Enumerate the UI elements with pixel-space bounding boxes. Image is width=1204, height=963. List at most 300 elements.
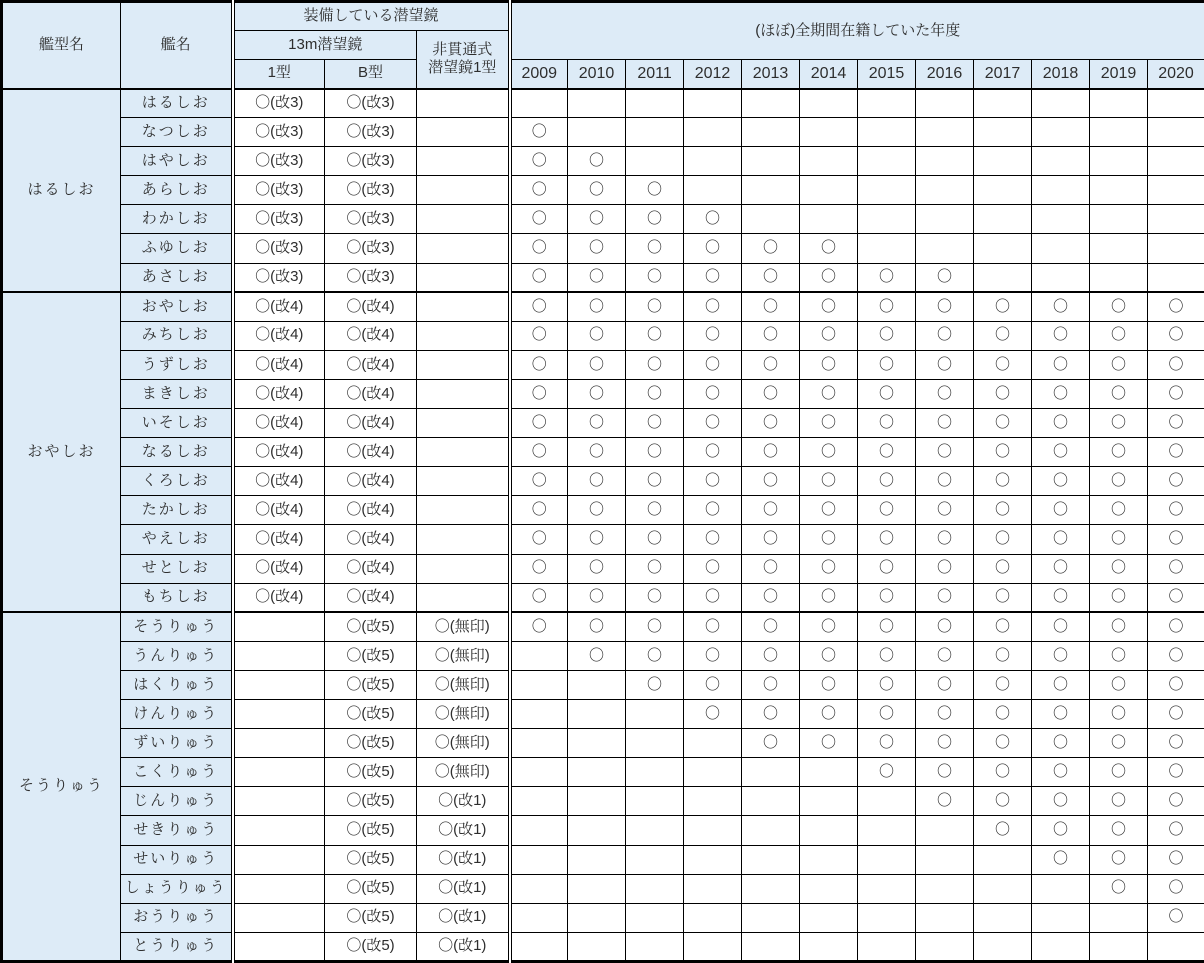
year-mark-cell: 〇 <box>1090 816 1148 845</box>
year-mark-cell: 〇 <box>974 554 1032 583</box>
year-mark-cell <box>1148 89 1204 118</box>
ship-row <box>2 438 1204 467</box>
year-mark-cell <box>1148 234 1204 263</box>
year-mark-cell: 〇 <box>1148 409 1204 438</box>
nonpenetrating-periscope-cell <box>417 438 510 467</box>
year-mark-cell: 〇 <box>626 234 684 263</box>
year-mark-cell: 〇 <box>1032 496 1090 525</box>
year-mark-cell: 〇 <box>684 263 742 292</box>
year-mark-cell: 〇 <box>1090 758 1148 787</box>
periscope-13m-typeB-cell: 〇(改4) <box>325 467 417 496</box>
year-mark-cell <box>916 816 974 845</box>
year-mark-cell: 〇 <box>626 496 684 525</box>
header-row-1 <box>2 2 1204 31</box>
year-mark-cell: 〇 <box>1032 292 1090 321</box>
year-mark-cell: 〇 <box>916 554 974 583</box>
year-header: 2019 <box>1090 60 1148 89</box>
year-mark-cell: 〇 <box>1148 729 1204 758</box>
year-mark-cell: 〇 <box>568 234 626 263</box>
periscope-13m-typeB-cell: 〇(改5) <box>325 670 417 699</box>
year-mark-cell <box>800 816 858 845</box>
year-mark-cell: 〇 <box>1148 525 1204 554</box>
year-mark-cell: 〇 <box>800 496 858 525</box>
year-mark-cell: 〇 <box>858 292 916 321</box>
year-mark-cell: 〇 <box>1148 438 1204 467</box>
ship-row <box>2 147 1204 176</box>
periscope-13m-type1-cell: 〇(改4) <box>233 438 325 467</box>
periscope-13m-type1-cell <box>233 700 325 729</box>
year-mark-cell: 〇 <box>684 234 742 263</box>
year-mark-cell: 〇 <box>916 670 974 699</box>
year-mark-cell: 〇 <box>568 379 626 408</box>
year-mark-cell: 〇 <box>800 729 858 758</box>
year-mark-cell <box>568 845 626 874</box>
year-mark-cell <box>742 903 800 932</box>
year-mark-cell <box>800 118 858 147</box>
year-header: 2018 <box>1032 60 1090 89</box>
year-mark-cell: 〇 <box>1090 670 1148 699</box>
year-mark-cell: 〇 <box>974 321 1032 350</box>
ship-row <box>2 118 1204 147</box>
nonpenetrating-periscope-cell <box>417 292 510 321</box>
year-mark-cell <box>916 118 974 147</box>
year-mark-cell: 〇 <box>800 234 858 263</box>
year-mark-cell: 〇 <box>1090 612 1148 641</box>
year-mark-cell: 〇 <box>510 409 568 438</box>
ship-row <box>2 176 1204 205</box>
year-mark-cell: 〇 <box>858 641 916 670</box>
year-mark-cell: 〇 <box>1148 379 1204 408</box>
year-mark-cell: 〇 <box>916 700 974 729</box>
ship-name-cell: そうりゅう <box>121 612 233 641</box>
year-mark-cell <box>684 758 742 787</box>
year-mark-cell: 〇 <box>916 787 974 816</box>
year-mark-cell: 〇 <box>626 350 684 379</box>
year-mark-cell: 〇 <box>1032 641 1090 670</box>
year-mark-cell: 〇 <box>1090 583 1148 612</box>
year-mark-cell: 〇 <box>742 700 800 729</box>
nonpenetrating-periscope-cell: 〇(改1) <box>417 845 510 874</box>
class-name-cell: そうりゅう <box>2 612 121 961</box>
ship-row <box>2 350 1204 379</box>
year-mark-cell <box>800 903 858 932</box>
periscope-13m-type1-cell: 〇(改3) <box>233 89 325 118</box>
year-header: 2011 <box>626 60 684 89</box>
year-mark-cell: 〇 <box>1148 641 1204 670</box>
year-mark-cell <box>974 234 1032 263</box>
ship-name-cell: やえしお <box>121 525 233 554</box>
year-mark-cell: 〇 <box>1090 496 1148 525</box>
year-mark-cell: 〇 <box>684 641 742 670</box>
year-mark-cell <box>858 787 916 816</box>
ship-name-cell: あらしお <box>121 176 233 205</box>
ship-name-cell: はるしお <box>121 89 233 118</box>
year-mark-cell: 〇 <box>510 176 568 205</box>
periscope-13m-type1-cell: 〇(改4) <box>233 321 325 350</box>
periscope-13m-typeB-cell: 〇(改3) <box>325 118 417 147</box>
year-mark-cell: 〇 <box>1148 321 1204 350</box>
periscope-13m-type1-cell: 〇(改3) <box>233 234 325 263</box>
periscope-13m-typeB-cell: 〇(改5) <box>325 845 417 874</box>
year-mark-cell <box>974 845 1032 874</box>
year-mark-cell: 〇 <box>1148 700 1204 729</box>
year-mark-cell <box>626 729 684 758</box>
year-mark-cell: 〇 <box>974 496 1032 525</box>
ship-name-cell: おやしお <box>121 292 233 321</box>
year-mark-cell: 〇 <box>1032 350 1090 379</box>
year-mark-cell: 〇 <box>1032 525 1090 554</box>
nonpenetrating-periscope-cell <box>417 467 510 496</box>
year-mark-cell <box>1032 118 1090 147</box>
year-mark-cell: 〇 <box>1148 758 1204 787</box>
year-mark-cell: 〇 <box>800 409 858 438</box>
year-mark-cell <box>800 147 858 176</box>
nonpenetrating-periscope-cell: 〇(改1) <box>417 932 510 961</box>
year-mark-cell: 〇 <box>568 438 626 467</box>
periscope-13m-typeB-cell: 〇(改5) <box>325 758 417 787</box>
periscope-13m-type1-cell <box>233 787 325 816</box>
year-mark-cell: 〇 <box>626 292 684 321</box>
year-mark-cell: 〇 <box>1148 903 1204 932</box>
periscope-13m-type1-cell <box>233 874 325 903</box>
periscope-13m-typeB-cell: 〇(改4) <box>325 379 417 408</box>
year-mark-cell <box>510 89 568 118</box>
year-mark-cell <box>800 758 858 787</box>
year-mark-cell: 〇 <box>684 554 742 583</box>
year-mark-cell: 〇 <box>626 176 684 205</box>
year-mark-cell: 〇 <box>1148 554 1204 583</box>
periscope-13m-typeB-cell: 〇(改5) <box>325 787 417 816</box>
year-mark-cell <box>1090 118 1148 147</box>
year-mark-cell: 〇 <box>568 496 626 525</box>
nonpenetrating-periscope-cell <box>417 176 510 205</box>
year-mark-cell <box>1148 176 1204 205</box>
year-mark-cell: 〇 <box>510 118 568 147</box>
year-mark-cell: 〇 <box>858 350 916 379</box>
year-mark-cell <box>568 758 626 787</box>
year-mark-cell: 〇 <box>684 205 742 234</box>
year-mark-cell: 〇 <box>916 292 974 321</box>
year-mark-cell: 〇 <box>742 641 800 670</box>
year-mark-cell: 〇 <box>568 641 626 670</box>
nonpenetrating-periscope-cell <box>417 409 510 438</box>
year-mark-cell: 〇 <box>568 525 626 554</box>
year-mark-cell: 〇 <box>742 525 800 554</box>
year-mark-cell: 〇 <box>800 379 858 408</box>
year-mark-cell <box>800 787 858 816</box>
year-mark-cell: 〇 <box>684 612 742 641</box>
year-mark-cell: 〇 <box>858 496 916 525</box>
year-mark-cell <box>742 816 800 845</box>
ship-row <box>2 409 1204 438</box>
year-mark-cell <box>800 932 858 961</box>
year-mark-cell <box>800 845 858 874</box>
table-header <box>2 2 1204 89</box>
nonpenetrating-periscope-cell: 〇(無印) <box>417 758 510 787</box>
year-mark-cell: 〇 <box>1148 816 1204 845</box>
year-mark-cell: 〇 <box>974 700 1032 729</box>
year-mark-cell: 〇 <box>510 554 568 583</box>
year-mark-cell <box>974 874 1032 903</box>
ship-name-cell: なるしお <box>121 438 233 467</box>
periscope-13m-typeB-cell: 〇(改4) <box>325 496 417 525</box>
year-mark-cell: 〇 <box>1090 729 1148 758</box>
year-mark-cell: 〇 <box>916 758 974 787</box>
year-mark-cell <box>858 903 916 932</box>
class-name-cell: はるしお <box>2 89 121 293</box>
year-mark-cell: 〇 <box>916 612 974 641</box>
year-mark-cell <box>1032 263 1090 292</box>
year-mark-cell <box>684 787 742 816</box>
year-mark-cell: 〇 <box>916 525 974 554</box>
year-mark-cell: 〇 <box>800 554 858 583</box>
year-mark-cell <box>626 700 684 729</box>
year-mark-cell: 〇 <box>974 612 1032 641</box>
year-mark-cell <box>626 845 684 874</box>
year-mark-cell: 〇 <box>684 496 742 525</box>
ship-name-cell: みちしお <box>121 321 233 350</box>
periscope-13m-typeB-cell: 〇(改5) <box>325 641 417 670</box>
year-mark-cell: 〇 <box>800 292 858 321</box>
year-mark-cell: 〇 <box>858 467 916 496</box>
year-mark-cell <box>1090 89 1148 118</box>
year-mark-cell <box>626 89 684 118</box>
ship-row <box>2 641 1204 670</box>
year-header: 2016 <box>916 60 974 89</box>
year-mark-cell <box>1148 263 1204 292</box>
year-mark-cell: 〇 <box>1032 554 1090 583</box>
nonpenetrating-periscope-cell <box>417 554 510 583</box>
year-mark-cell <box>1148 932 1204 961</box>
header-periscope-group: 装備している潜望鏡 <box>233 2 510 31</box>
year-mark-cell <box>568 787 626 816</box>
ship-name-cell: いそしお <box>121 409 233 438</box>
year-mark-cell <box>510 700 568 729</box>
year-mark-cell <box>974 147 1032 176</box>
year-mark-cell <box>684 903 742 932</box>
ship-row <box>2 554 1204 583</box>
ship-name-cell: こくりゅう <box>121 758 233 787</box>
year-mark-cell: 〇 <box>800 583 858 612</box>
ship-name-cell: なつしお <box>121 118 233 147</box>
year-mark-cell <box>568 729 626 758</box>
year-mark-cell: 〇 <box>510 496 568 525</box>
class-group <box>2 89 1204 293</box>
periscope-13m-typeB-cell: 〇(改3) <box>325 147 417 176</box>
year-header: 2013 <box>742 60 800 89</box>
periscope-13m-typeB-cell: 〇(改4) <box>325 350 417 379</box>
year-mark-cell: 〇 <box>1090 700 1148 729</box>
year-mark-cell: 〇 <box>626 409 684 438</box>
class-group <box>2 292 1204 612</box>
year-mark-cell <box>742 787 800 816</box>
year-mark-cell <box>684 874 742 903</box>
ship-name-cell: うずしお <box>121 350 233 379</box>
year-mark-cell <box>858 845 916 874</box>
periscope-13m-typeB-cell: 〇(改4) <box>325 583 417 612</box>
ship-name-cell: わかしお <box>121 205 233 234</box>
year-mark-cell <box>858 234 916 263</box>
year-mark-cell: 〇 <box>916 438 974 467</box>
year-mark-cell: 〇 <box>568 321 626 350</box>
year-mark-cell: 〇 <box>510 350 568 379</box>
year-mark-cell: 〇 <box>1032 758 1090 787</box>
year-mark-cell: 〇 <box>1148 670 1204 699</box>
year-mark-cell: 〇 <box>684 292 742 321</box>
periscope-13m-type1-cell: 〇(改4) <box>233 496 325 525</box>
year-mark-cell <box>626 932 684 961</box>
year-mark-cell: 〇 <box>684 350 742 379</box>
year-mark-cell: 〇 <box>510 467 568 496</box>
year-mark-cell <box>510 641 568 670</box>
year-mark-cell <box>742 874 800 903</box>
year-header: 2014 <box>800 60 858 89</box>
year-mark-cell: 〇 <box>1032 379 1090 408</box>
nonpenetrating-periscope-cell: 〇(無印) <box>417 612 510 641</box>
year-mark-cell: 〇 <box>916 321 974 350</box>
year-mark-cell: 〇 <box>742 379 800 408</box>
year-mark-cell: 〇 <box>684 700 742 729</box>
year-mark-cell <box>974 932 1032 961</box>
periscope-13m-typeB-cell: 〇(改3) <box>325 234 417 263</box>
header-ship-col: 艦名 <box>121 2 233 89</box>
year-mark-cell <box>916 205 974 234</box>
year-mark-cell: 〇 <box>1090 379 1148 408</box>
year-mark-cell: 〇 <box>510 205 568 234</box>
year-mark-cell: 〇 <box>626 525 684 554</box>
year-mark-cell <box>916 176 974 205</box>
year-mark-cell: 〇 <box>1148 612 1204 641</box>
year-mark-cell: 〇 <box>684 379 742 408</box>
year-mark-cell <box>858 118 916 147</box>
ship-row <box>2 496 1204 525</box>
periscope-13m-type1-cell <box>233 758 325 787</box>
year-mark-cell: 〇 <box>974 409 1032 438</box>
year-mark-cell <box>974 176 1032 205</box>
year-mark-cell: 〇 <box>568 176 626 205</box>
year-mark-cell: 〇 <box>684 467 742 496</box>
year-mark-cell: 〇 <box>916 641 974 670</box>
year-mark-cell: 〇 <box>742 583 800 612</box>
periscope-13m-type1-cell: 〇(改3) <box>233 205 325 234</box>
year-mark-cell: 〇 <box>626 612 684 641</box>
year-mark-cell: 〇 <box>916 409 974 438</box>
periscope-13m-type1-cell: 〇(改4) <box>233 379 325 408</box>
year-mark-cell: 〇 <box>684 525 742 554</box>
periscope-13m-typeB-cell: 〇(改5) <box>325 729 417 758</box>
year-mark-cell <box>1148 205 1204 234</box>
year-mark-cell <box>974 118 1032 147</box>
periscope-13m-type1-cell <box>233 641 325 670</box>
nonpenetrating-periscope-cell: 〇(改1) <box>417 903 510 932</box>
year-mark-cell: 〇 <box>742 321 800 350</box>
year-mark-cell: 〇 <box>800 641 858 670</box>
year-mark-cell: 〇 <box>800 525 858 554</box>
ship-row <box>2 292 1204 321</box>
year-mark-cell: 〇 <box>1148 467 1204 496</box>
year-mark-cell <box>800 176 858 205</box>
year-mark-cell <box>626 758 684 787</box>
year-mark-cell <box>1032 874 1090 903</box>
year-mark-cell: 〇 <box>742 496 800 525</box>
year-mark-cell <box>974 205 1032 234</box>
ship-name-cell: はやしお <box>121 147 233 176</box>
year-mark-cell: 〇 <box>510 147 568 176</box>
year-mark-cell: 〇 <box>800 612 858 641</box>
year-mark-cell: 〇 <box>800 350 858 379</box>
year-mark-cell: 〇 <box>510 292 568 321</box>
year-mark-cell <box>510 816 568 845</box>
nonpenetrating-periscope-cell <box>417 263 510 292</box>
year-mark-cell: 〇 <box>800 670 858 699</box>
year-mark-cell <box>568 700 626 729</box>
year-mark-cell: 〇 <box>626 670 684 699</box>
year-mark-cell: 〇 <box>800 700 858 729</box>
header-class-col: 艦型名 <box>2 2 121 89</box>
year-mark-cell <box>916 903 974 932</box>
year-mark-cell <box>1148 118 1204 147</box>
year-mark-cell: 〇 <box>858 583 916 612</box>
year-mark-cell: 〇 <box>510 263 568 292</box>
periscope-13m-type1-cell <box>233 670 325 699</box>
nonpenetrating-periscope-cell <box>417 147 510 176</box>
year-mark-cell: 〇 <box>974 816 1032 845</box>
year-mark-cell <box>1090 234 1148 263</box>
nonpenetrating-periscope-cell <box>417 205 510 234</box>
year-mark-cell: 〇 <box>1090 292 1148 321</box>
year-mark-cell <box>684 816 742 845</box>
nonpenetrating-periscope-cell: 〇(無印) <box>417 700 510 729</box>
year-mark-cell: 〇 <box>1090 845 1148 874</box>
year-mark-cell: 〇 <box>510 438 568 467</box>
year-mark-cell: 〇 <box>1032 467 1090 496</box>
year-mark-cell: 〇 <box>742 554 800 583</box>
year-mark-cell: 〇 <box>742 438 800 467</box>
year-mark-cell <box>916 874 974 903</box>
year-mark-cell: 〇 <box>626 379 684 408</box>
periscope-13m-type1-cell: 〇(改4) <box>233 350 325 379</box>
periscope-13m-typeB-cell: 〇(改5) <box>325 874 417 903</box>
year-mark-cell: 〇 <box>974 729 1032 758</box>
year-mark-cell <box>626 147 684 176</box>
year-mark-cell <box>858 874 916 903</box>
nonpenetrating-periscope-cell <box>417 234 510 263</box>
periscope-13m-typeB-cell: 〇(改4) <box>325 292 417 321</box>
year-mark-cell <box>684 729 742 758</box>
year-mark-cell: 〇 <box>1148 874 1204 903</box>
ship-row <box>2 89 1204 118</box>
year-mark-cell: 〇 <box>684 583 742 612</box>
ship-row <box>2 205 1204 234</box>
ship-row <box>2 234 1204 263</box>
year-mark-cell: 〇 <box>800 263 858 292</box>
year-mark-cell: 〇 <box>1090 874 1148 903</box>
year-mark-cell: 〇 <box>1090 438 1148 467</box>
year-mark-cell: 〇 <box>742 263 800 292</box>
year-mark-cell <box>974 89 1032 118</box>
year-mark-cell: 〇 <box>974 438 1032 467</box>
year-mark-cell: 〇 <box>1032 409 1090 438</box>
year-mark-cell: 〇 <box>568 205 626 234</box>
ship-name-cell: ずいりゅう <box>121 729 233 758</box>
year-mark-cell: 〇 <box>1032 321 1090 350</box>
year-mark-cell <box>1090 205 1148 234</box>
year-mark-cell: 〇 <box>568 409 626 438</box>
year-mark-cell: 〇 <box>626 438 684 467</box>
year-mark-cell: 〇 <box>858 554 916 583</box>
periscope-13m-typeB-cell: 〇(改4) <box>325 409 417 438</box>
year-mark-cell: 〇 <box>800 467 858 496</box>
